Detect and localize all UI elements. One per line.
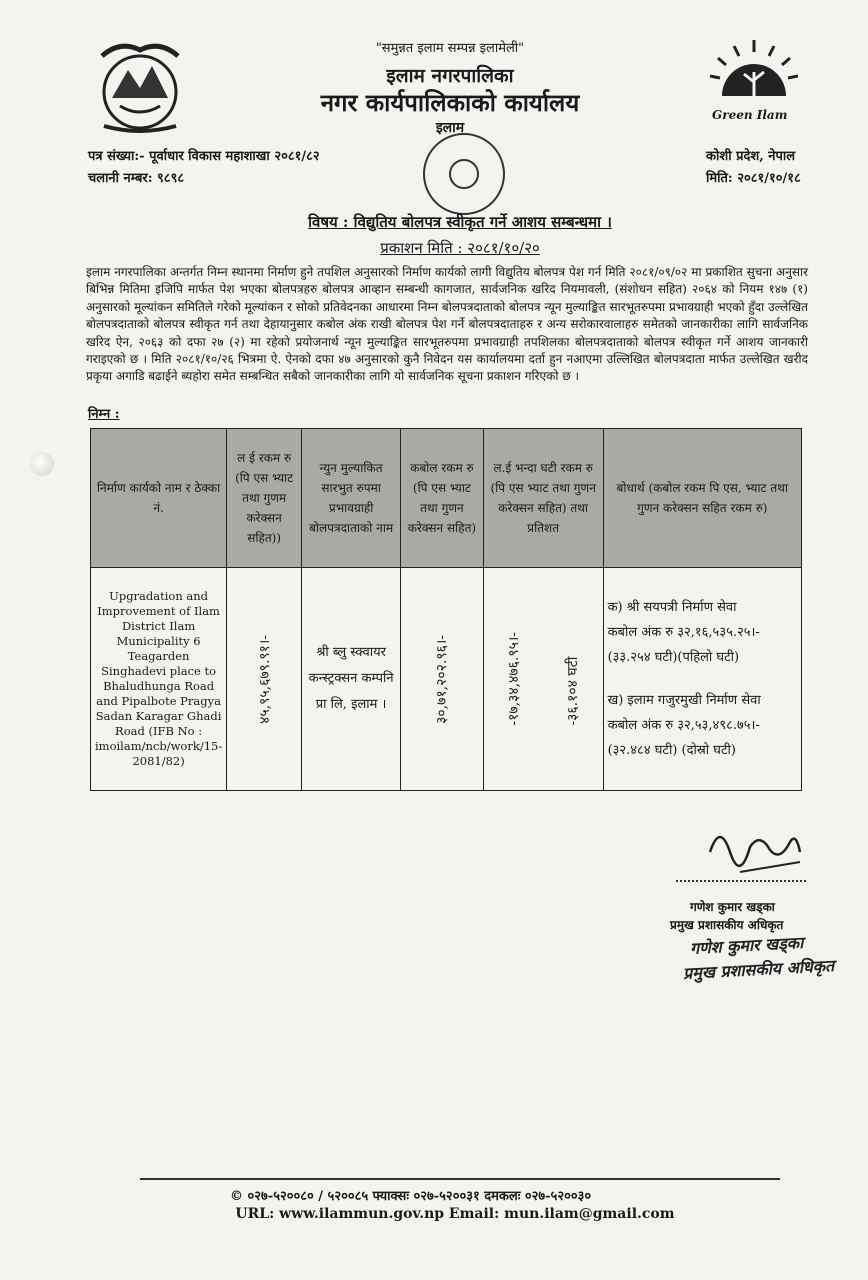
- title-stamp: प्रमुख प्रशासकीय अधिकृत: [682, 956, 835, 983]
- cell-estimate: [227, 568, 302, 791]
- header-contractor: न्युन मुल्याकित सारभुत रुपमा प्रभावग्राही बोलपत्रदाताको नाम: [302, 429, 401, 568]
- header-work-name: निर्माण कार्यको नाम र ठेक्का नं.: [91, 429, 227, 568]
- bid-amount: ३०,७१,२०२.९६।-: [434, 634, 451, 724]
- name-stamp: गणेश कुमार खड्का: [689, 933, 804, 958]
- signatory-title: प्रमुख प्रशासकीय अधिकृत: [670, 918, 784, 932]
- notice-body: इलाम नगरपालिका अन्तर्गत निम्न स्थानमा निर्माण हुने तपशिल अनुसारको निर्माण कार्यको लागी विद्युतिय बोलपत्र पेश गर्न मिति २०८१/०९/०२ मा प्रकाशित सुचना अनुसार बिभिन्न मितिमा इजिपि मार्फत पेश भएका बोलपत्रहरु बोलपत्र आव्हान सम्बन्धी कागजात, सार्वजनिक खरिद नियमावली, (संशोधन सहित) २०६४ को नियम १४७ (१) अनुसारको मूल्यांकन समितिले गरेको मूल्यांकन र सोको प्रतिवेदनका आधारमा निम्न बोलपत्रदाताको बोलपत्र न्यून मुल्याङ्कित सारभूतरुपमा प्रभावग्राही भएको हुँदा उल्लेखित बोलपत्रदाताको बोलपत्र स्वीकृत गर्न तथा देहायानुसार कबोल अंक राखी बोलपत्र पेश गर्ने बोलपत्रदाताहरु र अन्य सरोकारवालाहरु समेतको जानकारीका लागि सार्वजनिक खरिद ऐन, २०६३ को दफा २७ (२) मा रहेको प्रयोजनार्थ न्यून मुल्याङ्कित सारभूतरुपमा प्रभावग्राही तपशिलका बोलपत्रदाताको बोलपत्र स्वीकृत गर्ने आशय जानकारी गराइएको छ । मिति २०८१/१०/२६ भित्रमा ऐ. ऐनको दफा ४७ अनुसारको कुनै निवेदन यस कार्यालयमा दर्ता हुन नआएमा उल्लिखित बोलपत्रदाता मार्फत उल्लेखित खरीद प्रकृया अगाडि बढाईने ब्यहोरा समेत सम्बन्धित सबैको जानकारीका लागि यो सार्वजनिक सूचना प्रकाशन गरिएको छ ।: [86, 265, 808, 384]
- green-ilam-text: Green Ilam: [712, 108, 788, 122]
- office-name: नगर कार्यपालिकाको कार्यालय: [320, 88, 580, 117]
- less-percent: -३६.१०४ घटी: [565, 656, 582, 726]
- signature-line: [676, 880, 806, 882]
- cell-bid-amount: [401, 568, 484, 791]
- cell-contractor: श्री ब्लु स्क्वायर कन्स्ट्रक्सन कम्पनि प्रा लि, इलाम ।: [302, 568, 401, 791]
- signature-scribble: [700, 812, 810, 882]
- subject-line: विषय : विद्युतिय बोलपत्र स्वीकृत गर्ने आशय सम्बन्धमा ।: [308, 213, 612, 231]
- header-less-amount: ल.ई भन्दा घटी रकम रु (पि एस भ्याट तथा गुणन करेक्सन सहित) तथा प्रतिशत: [483, 429, 603, 568]
- remark-first-bidder: क) श्री सयपत्री निर्माण सेवा: [607, 600, 737, 615]
- office-stamp: [400, 130, 530, 225]
- section-label: निम्न :: [88, 407, 120, 422]
- cell-work-name: Upgradation and Improvement of Ilam District Ilam Municipality 6 Teagarden Singhadevi place to Bhaludhunga Road and Pipalbote Pragya Sadan Karagar Ghadi Road (IFB No : imoilam/ncb/work/15-2081/82): [91, 568, 227, 791]
- municipality-name: इलाम नगरपालिका: [386, 65, 514, 87]
- publish-date: प्रकाशन मिति : २०८१/१०/२०: [380, 239, 540, 257]
- signatory-name: गणेश कुमार खड्का: [690, 900, 775, 914]
- remark-second-bidder: ख) इलाम गजुरमुखी निर्माण सेवा: [607, 693, 761, 708]
- province: कोशी प्रदेश, नेपाल: [706, 149, 796, 164]
- table-row: [91, 568, 802, 791]
- reference-number: पत्र संख्या:- पूर्वाधार विकास महाशाखा २०८१/८२: [88, 149, 320, 164]
- remark-first-amount: कबोल अंक रु ३२,१६,५३५.२५।-: [607, 625, 760, 640]
- motto: "समुन्नत इलाम सम्पन्न इलामेली": [375, 41, 525, 56]
- cell-less-amount: [483, 568, 603, 791]
- punch-hole: [30, 452, 54, 476]
- header-remarks: बोधार्थ (कबोल रकम पि एस, भ्याट तथा गुणन करेक्सन सहित रकम रु): [603, 429, 801, 568]
- office-location: इलाम: [435, 120, 465, 136]
- letter-date: मिति: २०८१/१०/१८: [706, 171, 801, 186]
- dispatch-number: चलानी नम्बर: ९८९८: [88, 171, 185, 186]
- header-estimate: ल ई रकम रु (पि एस भ्याट तथा गुणम करेक्सन सहित)): [227, 429, 302, 568]
- footer-contact: © ०२७-५२००८० / ५२००८५ फ्याक्सः ०२७-५२००३१ दमकलः ०२७-५२००३०: [230, 1189, 592, 1204]
- footer-divider: [140, 1178, 780, 1180]
- less-amount: -१७,३४,४७६.९५।-: [505, 632, 522, 726]
- green-ilam-logo: [704, 38, 804, 108]
- bid-table: [90, 428, 802, 791]
- header-bid-amount: कबोल रकम रु (पि एस भ्याट तथा गुणन करेक्सन सहित): [401, 429, 484, 568]
- footer-url-email: URL: www.ilammun.gov.np Email: mun.ilam@gmail.com: [235, 1206, 675, 1222]
- remark-second-percent: (३२.४८४ घटी) (दोस्रो घटी): [607, 743, 736, 758]
- nepal-emblem-logo: [90, 36, 190, 136]
- table-header-row: [91, 429, 802, 568]
- estimate-amount: ४५,९५,६७९.९१।-: [256, 634, 273, 724]
- remark-second-amount: कबोल अंक रु ३२,५३,४९८.७५।-: [607, 718, 760, 733]
- remark-first-percent: (३३.२५४ घटी)(पहिलो घटी): [607, 650, 740, 665]
- cell-remarks: [603, 568, 801, 791]
